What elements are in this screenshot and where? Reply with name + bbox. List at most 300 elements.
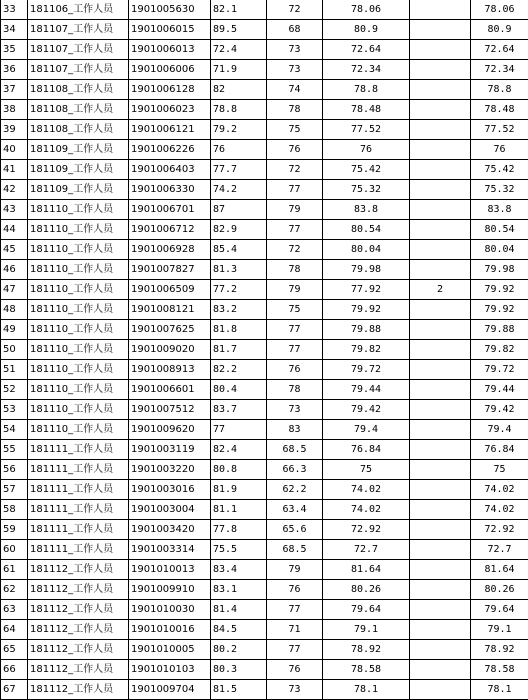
- interview-score-cell: 74: [267, 80, 323, 100]
- final-score-cell: 77.52: [471, 120, 528, 140]
- total-score-cell: 79.92: [323, 300, 410, 320]
- rank-cell: [410, 460, 471, 480]
- position-code-cell: 181110_工作人员: [28, 420, 129, 440]
- position-code-cell: 181109_工作人员: [28, 160, 129, 180]
- final-score-cell: 72.92: [471, 520, 528, 540]
- total-score-cell: 79.1: [323, 620, 410, 640]
- total-score-cell: 75: [323, 460, 410, 480]
- written-score-cell: 77.8: [211, 520, 267, 540]
- table-row: [1, 400, 528, 420]
- final-score-cell: 79.44: [471, 380, 528, 400]
- position-code-cell: 181112_工作人员: [28, 660, 129, 680]
- total-score-cell: 78.06: [323, 0, 410, 20]
- final-score-cell: 78.58: [471, 660, 528, 680]
- position-code-cell: 181112_工作人员: [28, 600, 129, 620]
- position-code-cell: 181111_工作人员: [28, 520, 129, 540]
- final-score-cell: 72.7: [471, 540, 528, 560]
- rank-cell: [410, 180, 471, 200]
- table-row: [1, 0, 528, 20]
- final-score-cell: 80.9: [471, 20, 528, 40]
- table-row: [1, 20, 528, 40]
- row-number-cell: 33: [1, 0, 28, 20]
- written-score-cell: 76: [211, 140, 267, 160]
- table-row: [1, 180, 528, 200]
- exam-id-cell: 1901007625: [129, 320, 211, 340]
- total-score-cell: 80.04: [323, 240, 410, 260]
- written-score-cell: 83.1: [211, 580, 267, 600]
- table-row: [1, 640, 528, 660]
- rank-cell: [410, 380, 471, 400]
- table-row: [1, 360, 528, 380]
- position-code-cell: 181110_工作人员: [28, 400, 129, 420]
- interview-score-cell: 77: [267, 320, 323, 340]
- exam-id-cell: 1901003314: [129, 540, 211, 560]
- table-row: [1, 660, 528, 680]
- total-score-cell: 79.82: [323, 340, 410, 360]
- position-code-cell: 181108_工作人员: [28, 80, 129, 100]
- exam-id-cell: 1901006601: [129, 380, 211, 400]
- rank-cell: [410, 620, 471, 640]
- position-code-cell: 181110_工作人员: [28, 240, 129, 260]
- interview-score-cell: 78: [267, 380, 323, 400]
- rank-cell: [410, 100, 471, 120]
- table-row: [1, 680, 528, 700]
- position-code-cell: 181111_工作人员: [28, 540, 129, 560]
- row-number-cell: 41: [1, 160, 28, 180]
- total-score-cell: 80.9: [323, 20, 410, 40]
- row-number-cell: 67: [1, 680, 28, 700]
- position-code-cell: 181112_工作人员: [28, 560, 129, 580]
- final-score-cell: 80.04: [471, 240, 528, 260]
- rank-cell: [410, 0, 471, 20]
- exam-id-cell: 1901006509: [129, 280, 211, 300]
- table-row: [1, 80, 528, 100]
- written-score-cell: 82: [211, 80, 267, 100]
- position-code-cell: 181108_工作人员: [28, 120, 129, 140]
- interview-score-cell: 79: [267, 200, 323, 220]
- interview-score-cell: 77: [267, 600, 323, 620]
- exam-id-cell: 1901006403: [129, 160, 211, 180]
- written-score-cell: 80.8: [211, 460, 267, 480]
- row-number-cell: 35: [1, 40, 28, 60]
- total-score-cell: 79.88: [323, 320, 410, 340]
- table-row: [1, 600, 528, 620]
- rank-cell: [410, 360, 471, 380]
- table-row: [1, 580, 528, 600]
- row-number-cell: 36: [1, 60, 28, 80]
- exam-id-cell: 1901009020: [129, 340, 211, 360]
- total-score-cell: 76.84: [323, 440, 410, 460]
- written-score-cell: 72.4: [211, 40, 267, 60]
- exam-id-cell: 1901008121: [129, 300, 211, 320]
- position-code-cell: 181110_工作人员: [28, 260, 129, 280]
- total-score-cell: 72.7: [323, 540, 410, 560]
- table-row: [1, 480, 528, 500]
- total-score-cell: 75.42: [323, 160, 410, 180]
- final-score-cell: 81.64: [471, 560, 528, 580]
- exam-id-cell: 1901009704: [129, 680, 211, 700]
- row-number-cell: 60: [1, 540, 28, 560]
- exam-id-cell: 1901003119: [129, 440, 211, 460]
- exam-id-cell: 1901009620: [129, 420, 211, 440]
- table-row: [1, 300, 528, 320]
- row-number-cell: 37: [1, 80, 28, 100]
- table-row: [1, 140, 528, 160]
- rank-cell: [410, 240, 471, 260]
- final-score-cell: 79.1: [471, 620, 528, 640]
- interview-score-cell: 68: [267, 20, 323, 40]
- written-score-cell: 83.2: [211, 300, 267, 320]
- rank-cell: [410, 320, 471, 340]
- position-code-cell: 181110_工作人员: [28, 360, 129, 380]
- exam-id-cell: 1901010013: [129, 560, 211, 580]
- interview-score-cell: 65.6: [267, 520, 323, 540]
- rank-cell: [410, 160, 471, 180]
- table-row: [1, 320, 528, 340]
- final-score-cell: 79.4: [471, 420, 528, 440]
- position-code-cell: 181109_工作人员: [28, 180, 129, 200]
- rank-cell: [410, 340, 471, 360]
- interview-score-cell: 73: [267, 680, 323, 700]
- total-score-cell: 78.48: [323, 100, 410, 120]
- final-score-cell: 79.98: [471, 260, 528, 280]
- rank-cell: [410, 600, 471, 620]
- final-score-cell: 79.72: [471, 360, 528, 380]
- exam-id-cell: 1901006121: [129, 120, 211, 140]
- rank-cell: [410, 580, 471, 600]
- position-code-cell: 181110_工作人员: [28, 340, 129, 360]
- exam-id-cell: 1901006928: [129, 240, 211, 260]
- position-code-cell: 181110_工作人员: [28, 300, 129, 320]
- final-score-cell: 78.92: [471, 640, 528, 660]
- written-score-cell: 83.4: [211, 560, 267, 580]
- position-code-cell: 181112_工作人员: [28, 580, 129, 600]
- interview-score-cell: 79: [267, 280, 323, 300]
- row-number-cell: 59: [1, 520, 28, 540]
- final-score-cell: 76: [471, 140, 528, 160]
- position-code-cell: 181110_工作人员: [28, 200, 129, 220]
- final-score-cell: 75.42: [471, 160, 528, 180]
- final-score-cell: 79.82: [471, 340, 528, 360]
- rank-cell: [410, 80, 471, 100]
- written-score-cell: 78.8: [211, 100, 267, 120]
- final-score-cell: 78.8: [471, 80, 528, 100]
- table-row: [1, 560, 528, 580]
- written-score-cell: 81.5: [211, 680, 267, 700]
- exam-id-cell: 1901009910: [129, 580, 211, 600]
- written-score-cell: 82.9: [211, 220, 267, 240]
- written-score-cell: 87: [211, 200, 267, 220]
- exam-id-cell: 1901006023: [129, 100, 211, 120]
- interview-score-cell: 75: [267, 300, 323, 320]
- position-code-cell: 181112_工作人员: [28, 640, 129, 660]
- interview-score-cell: 62.2: [267, 480, 323, 500]
- row-number-cell: 55: [1, 440, 28, 460]
- exam-id-cell: 1901008913: [129, 360, 211, 380]
- table-row: [1, 60, 528, 80]
- final-score-cell: 74.02: [471, 500, 528, 520]
- final-score-cell: 79.92: [471, 300, 528, 320]
- written-score-cell: 75.5: [211, 540, 267, 560]
- table-row: [1, 520, 528, 540]
- total-score-cell: 76: [323, 140, 410, 160]
- rank-cell: [410, 140, 471, 160]
- interview-score-cell: 66.3: [267, 460, 323, 480]
- rank-cell: [410, 40, 471, 60]
- final-score-cell: 83.8: [471, 200, 528, 220]
- interview-score-cell: 72: [267, 0, 323, 20]
- rank-cell: [410, 20, 471, 40]
- row-number-cell: 38: [1, 100, 28, 120]
- row-number-cell: 66: [1, 660, 28, 680]
- total-score-cell: 79.98: [323, 260, 410, 280]
- exam-id-cell: 1901010030: [129, 600, 211, 620]
- rank-cell: [410, 60, 471, 80]
- row-number-cell: 63: [1, 600, 28, 620]
- table-row: [1, 240, 528, 260]
- exam-id-cell: 1901005630: [129, 0, 211, 20]
- interview-score-cell: 63.4: [267, 500, 323, 520]
- position-code-cell: 181110_工作人员: [28, 320, 129, 340]
- interview-score-cell: 68.5: [267, 440, 323, 460]
- written-score-cell: 81.8: [211, 320, 267, 340]
- rank-cell: [410, 560, 471, 580]
- rank-cell: [410, 660, 471, 680]
- row-number-cell: 46: [1, 260, 28, 280]
- total-score-cell: 72.34: [323, 60, 410, 80]
- rank-cell: [410, 200, 471, 220]
- table-row: [1, 340, 528, 360]
- interview-score-cell: 79: [267, 560, 323, 580]
- final-score-cell: 76.84: [471, 440, 528, 460]
- position-code-cell: 181110_工作人员: [28, 280, 129, 300]
- interview-score-cell: 77: [267, 220, 323, 240]
- rank-cell: [410, 420, 471, 440]
- row-number-cell: 54: [1, 420, 28, 440]
- final-score-cell: 79.88: [471, 320, 528, 340]
- row-number-cell: 53: [1, 400, 28, 420]
- interview-score-cell: 78: [267, 100, 323, 120]
- rank-cell: [410, 260, 471, 280]
- written-score-cell: 83.7: [211, 400, 267, 420]
- row-number-cell: 47: [1, 280, 28, 300]
- row-number-cell: 48: [1, 300, 28, 320]
- table-row: [1, 260, 528, 280]
- written-score-cell: 82.1: [211, 0, 267, 20]
- interview-score-cell: 72: [267, 240, 323, 260]
- table-row: [1, 620, 528, 640]
- rank-cell: [410, 400, 471, 420]
- rank-cell: [410, 500, 471, 520]
- written-score-cell: 80.2: [211, 640, 267, 660]
- rank-cell: [410, 220, 471, 240]
- final-score-cell: 78.1: [471, 680, 528, 700]
- final-score-cell: 80.26: [471, 580, 528, 600]
- row-number-cell: 64: [1, 620, 28, 640]
- total-score-cell: 79.72: [323, 360, 410, 380]
- table-row: [1, 440, 528, 460]
- rank-cell: [410, 300, 471, 320]
- position-code-cell: 181111_工作人员: [28, 440, 129, 460]
- total-score-cell: 74.02: [323, 500, 410, 520]
- row-number-cell: 57: [1, 480, 28, 500]
- written-score-cell: 77.7: [211, 160, 267, 180]
- total-score-cell: 83.8: [323, 200, 410, 220]
- exam-id-cell: 1901006128: [129, 80, 211, 100]
- row-number-cell: 52: [1, 380, 28, 400]
- interview-score-cell: 71: [267, 620, 323, 640]
- interview-score-cell: 76: [267, 580, 323, 600]
- interview-score-cell: 76: [267, 360, 323, 380]
- position-code-cell: 181110_工作人员: [28, 380, 129, 400]
- exam-id-cell: 1901006712: [129, 220, 211, 240]
- written-score-cell: 81.3: [211, 260, 267, 280]
- row-number-cell: 42: [1, 180, 28, 200]
- position-code-cell: 181112_工作人员: [28, 680, 129, 700]
- position-code-cell: 181111_工作人员: [28, 500, 129, 520]
- written-score-cell: 74.2: [211, 180, 267, 200]
- position-code-cell: 181107_工作人员: [28, 60, 129, 80]
- total-score-cell: 80.54: [323, 220, 410, 240]
- rank-cell: [410, 440, 471, 460]
- total-score-cell: 72.64: [323, 40, 410, 60]
- interview-score-cell: 76: [267, 140, 323, 160]
- written-score-cell: 81.4: [211, 600, 267, 620]
- exam-id-cell: 1901007827: [129, 260, 211, 280]
- final-score-cell: 75: [471, 460, 528, 480]
- final-score-cell: 79.64: [471, 600, 528, 620]
- interview-score-cell: 72: [267, 160, 323, 180]
- row-number-cell: 40: [1, 140, 28, 160]
- rank-cell: [410, 540, 471, 560]
- written-score-cell: 81.9: [211, 480, 267, 500]
- interview-score-cell: 68.5: [267, 540, 323, 560]
- total-score-cell: 78.1: [323, 680, 410, 700]
- written-score-cell: 85.4: [211, 240, 267, 260]
- table-row: [1, 420, 528, 440]
- rank-cell: [410, 520, 471, 540]
- score-table-body: [1, 0, 528, 700]
- row-number-cell: 45: [1, 240, 28, 260]
- row-number-cell: 43: [1, 200, 28, 220]
- written-score-cell: 81.1: [211, 500, 267, 520]
- interview-score-cell: 76: [267, 660, 323, 680]
- table-row: [1, 100, 528, 120]
- row-number-cell: 34: [1, 20, 28, 40]
- exam-id-cell: 1901006226: [129, 140, 211, 160]
- position-code-cell: 181107_工作人员: [28, 20, 129, 40]
- row-number-cell: 65: [1, 640, 28, 660]
- exam-id-cell: 1901010005: [129, 640, 211, 660]
- row-number-cell: 56: [1, 460, 28, 480]
- final-score-cell: 75.32: [471, 180, 528, 200]
- row-number-cell: 61: [1, 560, 28, 580]
- total-score-cell: 79.44: [323, 380, 410, 400]
- exam-id-cell: 1901010016: [129, 620, 211, 640]
- written-score-cell: 82.2: [211, 360, 267, 380]
- interview-score-cell: 83: [267, 420, 323, 440]
- position-code-cell: 181109_工作人员: [28, 140, 129, 160]
- interview-score-cell: 78: [267, 260, 323, 280]
- written-score-cell: 77: [211, 420, 267, 440]
- rank-cell: [410, 640, 471, 660]
- table-row: [1, 280, 528, 300]
- interview-score-cell: 75: [267, 120, 323, 140]
- exam-id-cell: 1901006701: [129, 200, 211, 220]
- position-code-cell: 181106_工作人员: [28, 0, 129, 20]
- total-score-cell: 75.32: [323, 180, 410, 200]
- final-score-cell: 74.02: [471, 480, 528, 500]
- total-score-cell: 79.4: [323, 420, 410, 440]
- written-score-cell: 84.5: [211, 620, 267, 640]
- row-number-cell: 39: [1, 120, 28, 140]
- position-code-cell: 181107_工作人员: [28, 40, 129, 60]
- rank-cell: [410, 480, 471, 500]
- written-score-cell: 80.3: [211, 660, 267, 680]
- row-number-cell: 51: [1, 360, 28, 380]
- exam-id-cell: 1901003420: [129, 520, 211, 540]
- exam-id-cell: 1901006015: [129, 20, 211, 40]
- row-number-cell: 44: [1, 220, 28, 240]
- table-row: [1, 200, 528, 220]
- interview-score-cell: 77: [267, 640, 323, 660]
- total-score-cell: 79.42: [323, 400, 410, 420]
- final-score-cell: 78.48: [471, 100, 528, 120]
- exam-id-cell: 1901007512: [129, 400, 211, 420]
- table-row: [1, 160, 528, 180]
- row-number-cell: 58: [1, 500, 28, 520]
- final-score-cell: 72.34: [471, 60, 528, 80]
- interview-score-cell: 77: [267, 340, 323, 360]
- interview-score-cell: 77: [267, 180, 323, 200]
- exam-id-cell: 1901003220: [129, 460, 211, 480]
- total-score-cell: 79.64: [323, 600, 410, 620]
- table-row: [1, 380, 528, 400]
- exam-id-cell: 1901006006: [129, 60, 211, 80]
- exam-id-cell: 1901006013: [129, 40, 211, 60]
- total-score-cell: 78.8: [323, 80, 410, 100]
- written-score-cell: 81.7: [211, 340, 267, 360]
- final-score-cell: 79.92: [471, 280, 528, 300]
- interview-score-cell: 73: [267, 60, 323, 80]
- table-row: [1, 220, 528, 240]
- total-score-cell: 72.92: [323, 520, 410, 540]
- written-score-cell: 79.2: [211, 120, 267, 140]
- position-code-cell: 181112_工作人员: [28, 620, 129, 640]
- exam-id-cell: 1901006330: [129, 180, 211, 200]
- total-score-cell: 78.92: [323, 640, 410, 660]
- written-score-cell: 82.4: [211, 440, 267, 460]
- total-score-cell: 74.02: [323, 480, 410, 500]
- position-code-cell: 181108_工作人员: [28, 100, 129, 120]
- interview-score-cell: 73: [267, 40, 323, 60]
- table-row: [1, 500, 528, 520]
- rank-cell: [410, 120, 471, 140]
- rank-cell: 2: [410, 280, 471, 300]
- total-score-cell: 81.64: [323, 560, 410, 580]
- exam-id-cell: 1901003004: [129, 500, 211, 520]
- final-score-cell: 80.54: [471, 220, 528, 240]
- written-score-cell: 80.4: [211, 380, 267, 400]
- final-score-cell: 78.06: [471, 0, 528, 20]
- position-code-cell: 181111_工作人员: [28, 480, 129, 500]
- total-score-cell: 78.58: [323, 660, 410, 680]
- row-number-cell: 50: [1, 340, 28, 360]
- row-number-cell: 62: [1, 580, 28, 600]
- table-row: [1, 40, 528, 60]
- exam-id-cell: 1901003016: [129, 480, 211, 500]
- written-score-cell: 89.5: [211, 20, 267, 40]
